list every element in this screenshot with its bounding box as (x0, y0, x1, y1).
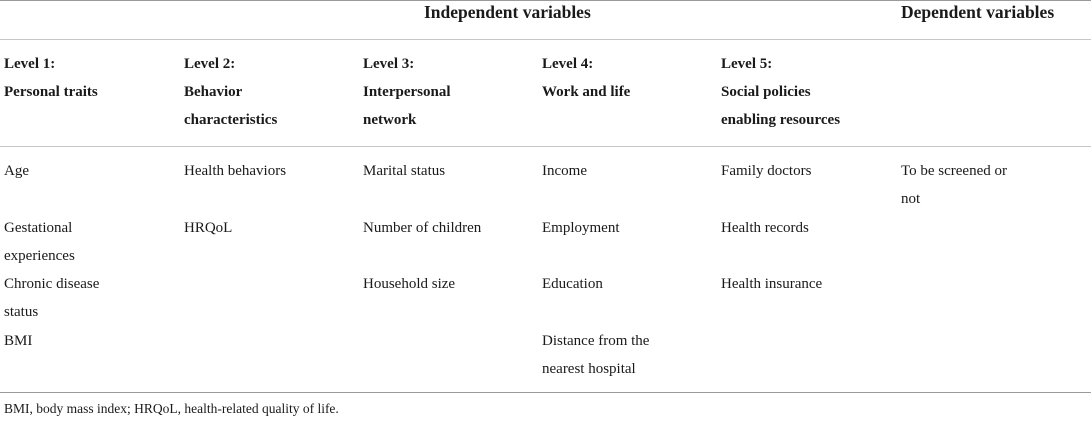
table-cell: Chronic disease (4, 276, 100, 292)
table-cell: Family doctors (721, 163, 812, 179)
table-cell: Distance from the (542, 333, 650, 349)
level-3-header (363, 50, 451, 134)
table-cell: Employment (542, 220, 620, 236)
table-cell: Age (4, 163, 29, 179)
column-header-rule (0, 146, 1091, 147)
table-cell: Household size (363, 276, 456, 292)
level-2-header (184, 50, 277, 134)
table-cell: Health behaviors (184, 163, 287, 179)
table-cell: Gestational (4, 220, 73, 236)
level-4-header (542, 50, 630, 106)
level-title-continued: enabling resources (721, 112, 841, 128)
level-title: Social policies (721, 84, 811, 100)
table-cell: BMI (4, 333, 33, 349)
level-title-continued: characteristics (184, 112, 278, 128)
level-title: Interpersonal (363, 84, 451, 100)
dependent-variables-header: Dependent variables (901, 2, 1055, 22)
table-cell-continued: experiences (4, 248, 75, 264)
table-cell: Health insurance (721, 276, 823, 292)
level-title-continued: network (363, 112, 417, 128)
table-cell-continued: nearest hospital (542, 361, 636, 377)
level-number: Level 2: (184, 56, 236, 72)
table-cell: Marital status (363, 163, 446, 179)
table-cell: To be screened or (901, 163, 1007, 179)
level-number: Level 1: (4, 56, 56, 72)
level-title: Behavior (184, 84, 243, 100)
table-cell: Number of children (363, 220, 482, 236)
level-number: Level 3: (363, 56, 415, 72)
table-cell-continued: status (4, 304, 39, 320)
level-number: Level 4: (542, 56, 594, 72)
table-cell: Income (542, 163, 587, 179)
group-header-rule (0, 39, 1091, 40)
level-number: Level 5: (721, 56, 773, 72)
level-5-header (721, 50, 840, 134)
table-cell: Health records (721, 220, 809, 236)
bottom-rule (0, 392, 1091, 393)
table-cell-continued: not (901, 191, 921, 207)
table-cell: Education (542, 276, 603, 292)
level-title: Personal traits (4, 84, 98, 100)
table-cell: HRQoL (184, 220, 233, 236)
level-title: Work and life (542, 84, 631, 100)
independent-variables-header: Independent variables (424, 2, 591, 22)
top-rule (0, 0, 1091, 1)
table-footnote: BMI, body mass index; HRQoL, health-related quality of life. (4, 401, 339, 416)
level-1-header (4, 50, 98, 106)
